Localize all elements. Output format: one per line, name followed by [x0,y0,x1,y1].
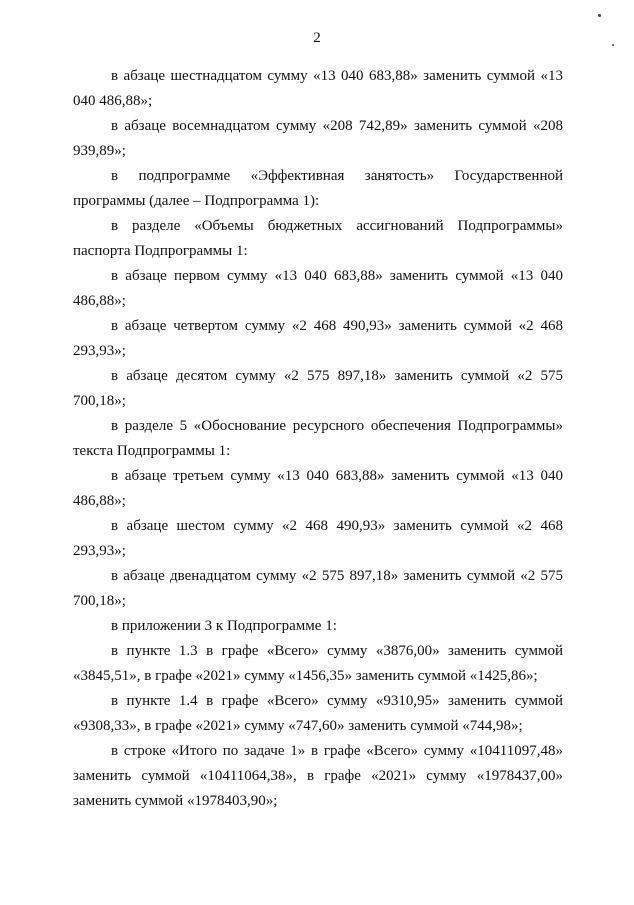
paragraph: в абзаце двенадцатом сумму «2 575 897,18» заменить суммой «2 575 700,18»; [73,568,563,609]
scan-speck [598,14,601,17]
paragraph: в абзаце восемнадцатом сумму «208 742,89» заменить суммой «208 939,89»; [73,118,563,159]
paragraph: в пункте 1.4 в графе «Всего» сумму «9310,95» заменить суммой «9308,33», в графе «2021» сумму «747,60» заменить суммой «744,98»; [73,693,563,734]
paragraph: в абзаце десятом сумму «2 575 897,18» заменить суммой «2 575 700,18»; [73,368,563,409]
paragraph: в абзаце четвертом сумму «2 468 490,93» заменить суммой «2 468 293,93»; [73,318,563,359]
document-body [73,64,563,814]
paragraph: в приложении 3 к Подпрограмме 1: [111,618,337,634]
scan-speck [612,44,614,46]
paragraph: в строке «Итого по задаче 1» в графе «Всего» сумму «10411097,48» заменить суммой «10411064,38», в графе «2021» сумму «1978437,00» заменить суммой «1978403,90»; [73,743,563,809]
page-number: 2 [313,30,321,46]
paragraph: в абзаце шестом сумму «2 468 490,93» заменить суммой «2 468 293,93»; [73,518,563,559]
paragraph: в абзаце шестнадцатом сумму «13 040 683,88» заменить суммой «13 040 486,88»; [73,68,563,109]
paragraph: в разделе «Объемы бюджетных ассигнований Подпрограммы» паспорта Подпрограммы 1: [73,218,563,259]
paragraph: в подпрограмме «Эффективная занятость» Государственной программы (далее – Подпрограмма 1): [73,168,563,209]
paragraph: в абзаце первом сумму «13 040 683,88» заменить суммой «13 040 486,88»; [73,268,563,309]
paragraph: в пункте 1.3 в графе «Всего» сумму «3876,00» заменить суммой «3845,51», в графе «2021» сумму «1456,35» заменить суммой «1425,86»; [73,643,563,684]
paragraph: в абзаце третьем сумму «13 040 683,88» заменить суммой «13 040 486,88»; [73,468,563,509]
paragraph: в разделе 5 «Обоснование ресурсного обеспечения Подпрограммы» текста Подпрограммы 1: [73,418,563,459]
